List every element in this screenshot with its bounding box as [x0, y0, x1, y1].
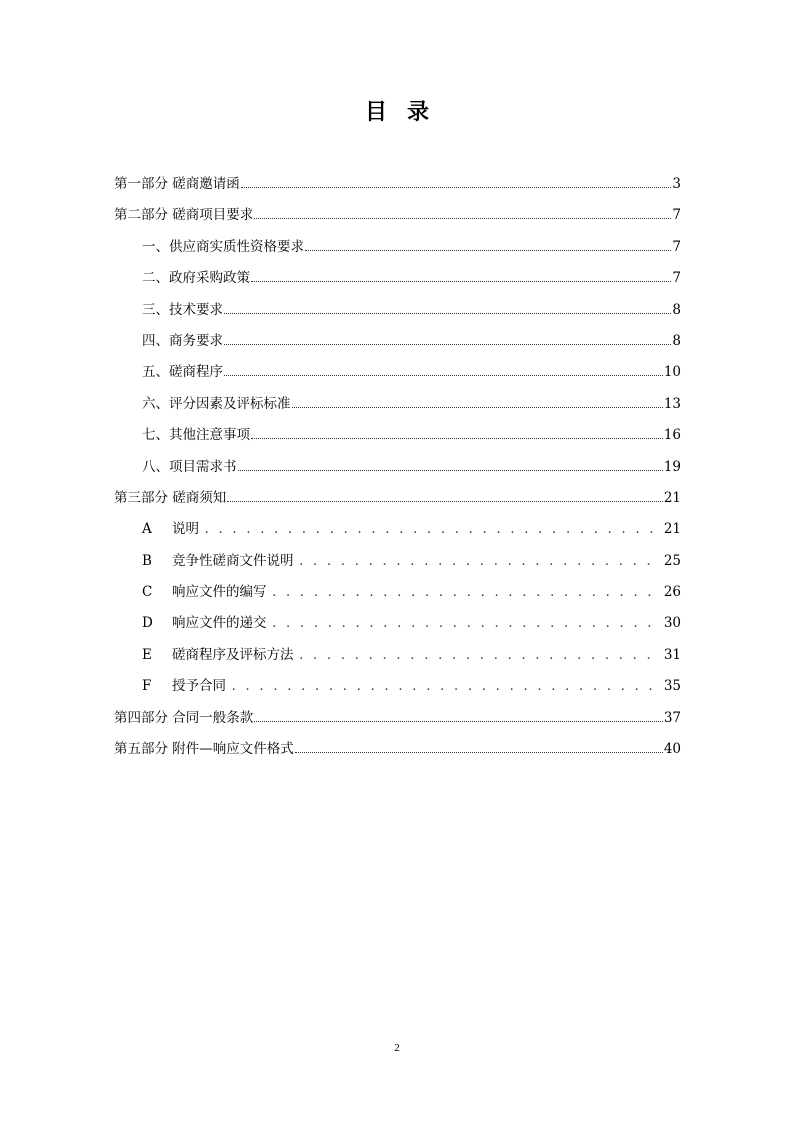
dot-leader [224, 302, 671, 314]
toc-entry-section[interactable] [114, 329, 681, 360]
toc-entry-label: 磋商程序及评标方法 [172, 646, 294, 663]
dot-leader [292, 396, 663, 408]
toc-entry-part-3[interactable] [114, 486, 681, 517]
toc-entry-subsection[interactable] [114, 517, 681, 548]
toc-entry-label: 第三部分 磋商须知 [114, 489, 227, 506]
toc-entry-page: 8 [672, 332, 681, 349]
dot-leader [200, 522, 655, 537]
toc-entry-label: 第四部分 合同一般条款 [114, 709, 254, 726]
dot-leader [224, 364, 663, 376]
toc-entry-page: 3 [672, 176, 681, 192]
toc-entry-page: 35 [663, 678, 681, 695]
toc-entry-label: 响应文件的编写 [172, 584, 267, 601]
toc-entry-label: 七、其他注意事项 [142, 427, 250, 444]
toc-entry-section[interactable] [114, 455, 681, 486]
toc-entry-page: 25 [663, 552, 681, 569]
toc-entry-label: 八、项目需求书 [142, 458, 237, 475]
toc-entry-letter: B [142, 552, 152, 569]
toc-entry-part-2[interactable] [114, 203, 681, 234]
toc-entry-page: 19 [663, 458, 681, 475]
dot-leader [305, 239, 671, 251]
toc-entry-subsection[interactable] [114, 643, 681, 674]
toc-entry-part-4[interactable] [114, 706, 681, 737]
toc-entry-subsection[interactable] [114, 580, 681, 611]
toc-entry-label: 三、技术要求 [142, 301, 223, 318]
toc-entry-section[interactable] [114, 266, 681, 297]
toc-entry-section[interactable] [114, 298, 681, 329]
toc-entry-page: 26 [663, 584, 681, 601]
dot-leader [241, 176, 672, 188]
dot-leader [254, 207, 671, 219]
toc-entry-label: 第二部分 磋商项目要求 [114, 207, 254, 224]
toc-entry-label: 二、政府采购政策 [142, 270, 250, 287]
dot-leader [268, 616, 655, 631]
dot-leader [224, 333, 671, 345]
toc-entry-section[interactable] [114, 360, 681, 391]
toc-entry-subsection[interactable] [114, 549, 681, 580]
toc-entry-page: 21 [663, 521, 681, 538]
toc-entry-page: 40 [663, 741, 681, 758]
toc-entry-page: 7 [672, 238, 681, 255]
toc-entry-page: 10 [663, 364, 681, 381]
toc-entry-page: 7 [672, 207, 681, 224]
toc-entry-label: 四、商务要求 [142, 332, 223, 349]
page-title: 目录 [364, 100, 449, 125]
toc-entry-label: 响应文件的递交 [172, 615, 267, 632]
toc-entry-letter: F [142, 678, 152, 695]
dot-leader [295, 741, 663, 753]
toc-entry-letter: D [142, 615, 153, 632]
dot-leader [295, 648, 655, 663]
toc-entry-page: 16 [663, 427, 681, 444]
toc-entry-label: 一、供应商实质性资格要求 [142, 238, 304, 255]
toc-entry-section[interactable] [114, 423, 681, 454]
page-number: 2 [394, 1042, 400, 1054]
toc-entry-letter: A [142, 521, 152, 538]
toc-entry-page: 37 [663, 709, 681, 726]
toc-entry-label: 第五部分 附件—响应文件格式 [114, 741, 294, 758]
dot-leader [251, 427, 663, 439]
toc-entry-section[interactable] [114, 235, 681, 266]
toc-entry-label: 五、磋商程序 [142, 364, 223, 381]
toc-entry-section[interactable] [114, 392, 681, 423]
toc-entry-label: 第一部分 磋商邀请函 [114, 176, 240, 192]
toc-entry-label: 授予合同 [172, 678, 226, 695]
toc-entry-page: 30 [663, 615, 681, 632]
toc-entry-page: 21 [663, 489, 681, 506]
dot-leader [251, 270, 671, 282]
toc-entry-label: 竞争性磋商文件说明 [172, 552, 294, 569]
dot-leader [268, 585, 655, 600]
dot-leader [227, 490, 663, 502]
dot-leader [254, 710, 663, 722]
toc-entry-page: 8 [672, 301, 681, 318]
toc-entry-letter: C [142, 584, 153, 601]
toc-entry-page: 31 [663, 646, 681, 663]
toc-entry-letter: E [142, 646, 152, 663]
toc-entry-subsection[interactable] [114, 674, 681, 705]
toc-entry-label: 说明 [172, 521, 199, 538]
dot-leader [238, 459, 663, 471]
toc-entry-page: 13 [663, 395, 681, 412]
toc-entry-part-1[interactable] [114, 172, 681, 203]
toc-entry-part-5[interactable] [114, 737, 681, 768]
dot-leader [295, 554, 655, 569]
toc-entry-subsection[interactable] [114, 611, 681, 642]
toc-entry-page: 7 [672, 270, 681, 287]
toc-entry-label: 六、评分因素及评标标准 [142, 395, 291, 412]
dot-leader [227, 679, 655, 694]
table-of-contents [114, 172, 681, 768]
